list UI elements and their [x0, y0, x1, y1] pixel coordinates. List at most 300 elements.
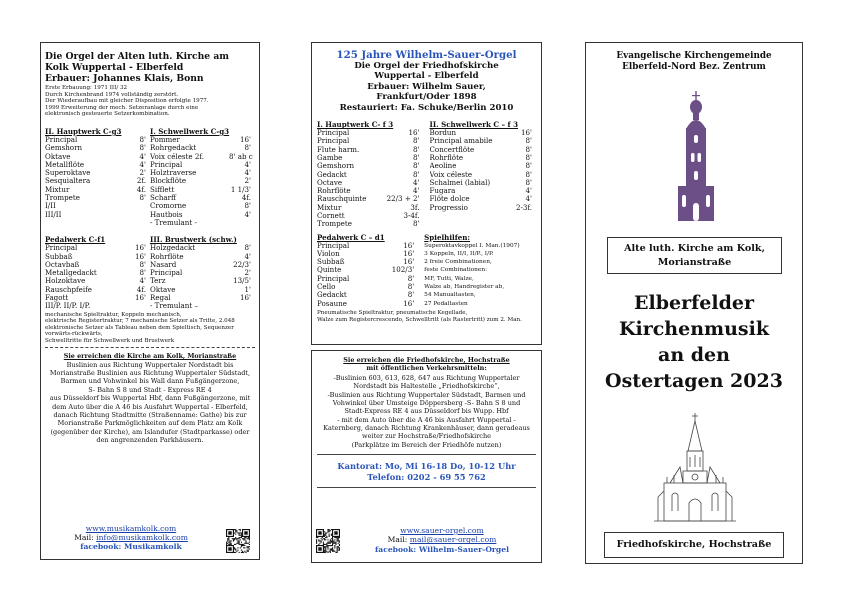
- stop-pitch: 8': [139, 193, 146, 203]
- parish-line: Evangelische Kirchengemeinde: [616, 51, 772, 61]
- stop-pitch: 8': [525, 177, 532, 187]
- stop-row: [317, 283, 418, 291]
- stop-name: Nasard: [150, 260, 177, 269]
- left-title-line: Kolk Wuppertal - Elberfeld: [45, 62, 184, 73]
- stop-row: [317, 212, 424, 220]
- parish-line: Elberfeld-Nord Bez. Zentrum: [622, 62, 766, 72]
- stop-name: Holzoktave: [45, 277, 86, 286]
- mail-label: Mail:: [74, 533, 94, 542]
- stop-pitch: 4': [244, 168, 251, 178]
- stop-row: [317, 171, 424, 179]
- stop-pitch: 3f.: [410, 202, 420, 212]
- middle-lower-panel: [311, 350, 542, 563]
- stop-name: Superoktave: [45, 169, 91, 178]
- spielhilfen-list: [424, 242, 536, 308]
- stop-name: Subbaß: [317, 258, 345, 267]
- stop-row: [45, 302, 150, 310]
- stop-row: [150, 194, 255, 202]
- stop-pitch: 3-4f.: [403, 211, 420, 220]
- middle-mail-link[interactable]: mail@sauer-orgel.com: [409, 535, 497, 545]
- stop-pitch: 8': [413, 161, 420, 171]
- stop-name: Principal: [317, 241, 350, 250]
- spielhilfen-column: [424, 233, 536, 308]
- telefon-number: Telefon: 0202 - 69 55 762: [367, 471, 486, 482]
- stop-row: [45, 202, 150, 210]
- stop-row: [150, 261, 255, 269]
- stop-name: Rauschquinte: [317, 195, 367, 204]
- tech-line: vorwärts-rückwärts,: [45, 331, 103, 338]
- history-line: Der Wiederaufbau mit gleicher Disposition erfolgte 1977.: [45, 98, 209, 105]
- stop-pitch: 22/3 + 2': [386, 194, 420, 204]
- heading-line: Sie erreichen die Friedhofskirche, Hochstraße: [343, 356, 510, 364]
- stop-name: Mixtur: [45, 185, 70, 194]
- stop-row: [430, 187, 537, 195]
- stop-pitch: 8' ab c: [229, 151, 253, 161]
- spielhilfe-item: Superoktavkoppel I. Man.(1907): [424, 242, 520, 249]
- left-title-line: Die Orgel der Alten luth. Kirche am: [45, 51, 229, 62]
- stop-row: [45, 177, 150, 185]
- stop-pitch: 16': [408, 128, 420, 138]
- stop-pitch: 1 1/3': [230, 184, 251, 194]
- church-line: Alte luth. Kirche am Kolk,: [624, 243, 765, 254]
- direction-line: Stadt-Express RE 4 aus Düsseldorf bis Wupp. Hbf: [344, 407, 509, 416]
- stop-row: [150, 202, 255, 210]
- cover-panel: [585, 42, 803, 564]
- stop-name: Oktave: [150, 285, 176, 294]
- stop-name: Octavbaß: [45, 260, 80, 269]
- stop-row: [45, 294, 150, 302]
- spielhilfe-item: MF, Tutti, Walze,: [424, 275, 474, 282]
- direction-line: S- Bahn S 8 und Stadt - Express RE 4: [88, 385, 212, 394]
- stop-name: Rohrgedackt: [150, 144, 197, 153]
- stop-name: Blockflöte: [150, 177, 187, 186]
- stop-pitch: 2': [244, 268, 251, 278]
- stop-name: Posaune: [317, 299, 347, 308]
- spielhilfe-item: 54 Manualtasten,: [424, 292, 476, 299]
- stop-pitch: 2f.: [136, 176, 146, 186]
- left-mail-link[interactable]: info@musikamkolk.com: [96, 533, 188, 542]
- spielhilfe-item: 3 Koppeln, II/I, II/P., I/P.: [424, 250, 494, 257]
- stop-pitch: 4': [413, 186, 420, 196]
- stop-pitch: 4': [139, 151, 146, 161]
- stop-name: Cromorne: [150, 202, 187, 211]
- spielhilfe-item: 2 freie Combinationen,: [424, 259, 492, 266]
- m-pedalwerk-stops: [317, 242, 418, 308]
- direction-line: Katernberg, danach Richtung Krankenhäuser, dann geradeaus: [323, 423, 530, 432]
- stop-name: Principal: [150, 160, 183, 169]
- left-title-line: Erbauer: Johannes Klais, Bonn: [45, 73, 204, 84]
- stop-pitch: [229, 219, 255, 227]
- anniversary-title: 125 Jahre Wilhelm-Sauer-Orgel: [336, 49, 517, 61]
- stop-row: [150, 161, 255, 169]
- stop-name: Subbaß: [45, 252, 73, 261]
- left-tech-notes: [45, 312, 255, 345]
- stop-pitch: 8': [413, 152, 420, 162]
- direction-line: dem Auto über die A 46 bis Ausfahrt Wuppertal - Elberfeld,: [52, 402, 248, 411]
- stop-row: [45, 186, 150, 194]
- main-title-line: Kirchenmusik: [618, 318, 770, 340]
- stop-name: Rohrflöte: [150, 252, 184, 261]
- stop-row: [317, 129, 424, 137]
- stop-pitch: 4': [525, 186, 532, 196]
- stop-name: Principal: [317, 137, 350, 146]
- stop-pitch: 16': [240, 293, 251, 303]
- stop-row: [45, 261, 150, 269]
- stop-row: [150, 244, 255, 252]
- stop-row: [150, 153, 255, 161]
- stop-row: [317, 300, 418, 308]
- direction-line: Barmen und Vohwinkel bis Wall dann Fußgängerzone,: [60, 377, 240, 386]
- stop-pitch: 8': [413, 169, 420, 179]
- stop-name: Rauschpfeife: [45, 285, 92, 294]
- office-hours: [317, 461, 536, 483]
- direction-line: den angrenzenden Parkhäusern.: [96, 436, 204, 445]
- schwellwerk-heading: I. Schwellwerk C-g3: [150, 126, 230, 136]
- stop-name: Principal: [45, 135, 78, 144]
- stop-row: [150, 169, 255, 177]
- stop-pitch: [124, 202, 150, 210]
- alte-kirche-box: [607, 237, 782, 274]
- stop-row: [430, 146, 537, 154]
- brustwerk-stops: [150, 244, 255, 310]
- stop-name: Sifflett: [150, 185, 175, 194]
- stop-pitch: 102/3': [391, 265, 415, 275]
- stop-name: Gedackt: [317, 170, 347, 179]
- direction-line: - mit dem Auto über die A 46 bis Ausfahrt Wuppertal -: [337, 415, 516, 424]
- stop-row: [150, 277, 255, 285]
- stop-pitch: 16': [135, 251, 146, 261]
- left-lower-manuals: [45, 235, 255, 310]
- stop-pitch: [124, 302, 150, 310]
- stop-name: Pommer: [150, 135, 180, 144]
- stop-pitch: 4f.: [136, 184, 146, 194]
- stop-name: Oktave: [45, 152, 71, 161]
- tech-line: Pneumatische Spieltraktur, pneumatische Kegellade,: [317, 309, 468, 316]
- stop-pitch: 16': [521, 128, 532, 138]
- stop-name: Voix céleste: [429, 170, 473, 179]
- stop-row: [150, 302, 255, 310]
- main-title-line: Ostertagen 2023: [605, 370, 783, 392]
- alte-kirche-icon: [674, 91, 718, 221]
- hauptwerk-heading: II. Hauptwerk C-g3: [45, 126, 122, 136]
- divider: [45, 347, 255, 348]
- middle-panel: [311, 42, 542, 345]
- stop-row: [45, 169, 150, 177]
- stop-pitch: 8': [525, 144, 532, 154]
- stop-pitch: 2-3f.: [515, 202, 532, 212]
- stop-pitch: 8': [413, 144, 420, 154]
- stop-row: [430, 137, 537, 145]
- stop-name: Schalmei (labial): [429, 178, 491, 187]
- stop-row: [317, 137, 424, 145]
- stop-pitch: 8': [244, 201, 251, 211]
- stop-row: [45, 161, 150, 169]
- stop-pitch: 16': [135, 243, 146, 253]
- direction-line: weiter zur Hochstraße/Friedhofskirche: [362, 432, 491, 441]
- parish-name: [586, 51, 802, 73]
- stop-row: [430, 162, 537, 170]
- middle-manuals: [317, 120, 536, 229]
- stop-row: [430, 179, 537, 187]
- stop-name: Hautbois: [150, 210, 183, 219]
- church-line: Morianstraße: [657, 257, 732, 268]
- hauptwerk-column: [45, 127, 150, 227]
- stop-row: [45, 269, 150, 277]
- stop-name: Rohrflöte: [429, 153, 464, 162]
- stop-pitch: 4': [139, 276, 146, 286]
- main-title-line: Elberfelder: [634, 292, 754, 314]
- stop-name: III/P. II/P. I/P.: [45, 302, 91, 311]
- stop-row: [150, 219, 255, 227]
- middle-title-line: Restauriert: Fa. Schuke/Berlin 2010: [339, 102, 514, 113]
- tech-line: Schwelltritte für Schwellwerk und Brustwerk: [45, 337, 175, 344]
- left-directions-heading: Sie erreichen die Kirche am Kolk, Morianstraße: [63, 351, 237, 360]
- friedhof-directions-heading: [317, 357, 536, 372]
- stop-name: III/II: [45, 210, 62, 219]
- stop-row: [430, 154, 537, 162]
- history-line: 1999 Erweiterung der mech. Setzeranlage durch eine: [45, 104, 199, 111]
- stop-name: Terz: [150, 277, 166, 286]
- stop-pitch: 4f.: [241, 193, 251, 203]
- stop-pitch: 4': [244, 251, 251, 261]
- stop-name: Fugara: [429, 187, 456, 196]
- stop-pitch: 8': [525, 136, 532, 146]
- history-line: Durch Kirchenbrand 1974 vollständig zerstört.: [45, 91, 179, 98]
- tech-line: mechanische Spieltraktur, Koppeln mechanisch,: [45, 311, 182, 318]
- middle-contact: [352, 526, 532, 554]
- left-contact: [41, 524, 221, 551]
- direction-line: Vohwinkel über Umsteige Döppersberg -S- Bahn S 8 und: [332, 399, 521, 408]
- stop-name: Metallgedackt: [45, 269, 97, 278]
- stop-name: Scharff: [150, 194, 177, 203]
- stop-pitch: 2': [139, 168, 146, 178]
- direction-line: danach Richtung Stadtmitte (Straßenname: Gathe) bis zur: [53, 411, 247, 420]
- middle-website-link[interactable]: www.sauer-orgel.com: [400, 526, 484, 535]
- stop-pitch: 4': [525, 194, 532, 204]
- direction-line: Nordstadt bis Haltestelle „Friedhofskirche“,: [353, 382, 500, 391]
- left-manuals: [45, 127, 255, 227]
- stop-name: Principal: [150, 269, 183, 278]
- stop-pitch: 8': [525, 169, 532, 179]
- stop-name: Principal: [45, 244, 78, 253]
- brustwerk-heading: III. Brustwerk (schw.): [150, 235, 237, 245]
- pedalwerk-stops: [45, 244, 150, 310]
- tech-line: elektronische Setzer als Tableau neben dem Spieltisch, Sequenzer: [45, 324, 234, 331]
- stop-name: Mixtur: [317, 203, 342, 212]
- stop-name: Flöte dolce: [429, 195, 470, 204]
- stop-pitch: 8': [407, 290, 415, 300]
- stop-pitch: 8': [139, 259, 146, 269]
- stop-row: [150, 294, 255, 302]
- direction-line: -Buslinien 603, 613, 628, 647 aus Richtung Wuppertaler: [333, 374, 520, 383]
- stop-pitch: 4': [413, 177, 420, 187]
- stop-pitch: 8': [244, 143, 251, 153]
- stop-name: Aeoline: [429, 162, 457, 171]
- stop-row: [45, 253, 150, 261]
- spielhilfe-item: 27 Pedaltasten: [424, 300, 468, 307]
- middle-title-line: Erbauer: Wilhelm Sauer,: [367, 81, 486, 92]
- stop-row: [45, 136, 150, 144]
- stop-name: Concertflöte: [429, 145, 475, 154]
- friedhof-directions: [317, 374, 536, 449]
- direction-line: -Buslinien aus Richtung Wuppertaler Südstadt, Barmen und: [327, 390, 526, 399]
- stop-pitch: 16': [403, 248, 415, 258]
- stop-pitch: [124, 211, 150, 219]
- stop-row: [430, 171, 537, 179]
- main-title: [586, 290, 802, 394]
- history-line: elektronisch gesteuerte Setzerkombination.: [45, 111, 170, 118]
- stop-row: [45, 144, 150, 152]
- stop-name: - Tremulant –: [150, 302, 198, 311]
- stop-row: [45, 194, 150, 202]
- stop-row: [150, 136, 255, 144]
- stop-pitch: 8': [407, 282, 415, 292]
- direction-line: Buslinien aus Richtung Wuppertaler Nordstadt bis: [66, 360, 234, 369]
- schwellwerk-stops: [150, 136, 255, 227]
- stop-name: Gemshorn: [317, 162, 355, 171]
- stop-pitch: 8': [139, 143, 146, 153]
- stop-pitch: 16': [135, 293, 146, 303]
- stop-name: Holzgedackt: [150, 244, 196, 253]
- stop-name: Sesquialtera: [45, 177, 91, 186]
- schwellwerk-column: [150, 127, 255, 227]
- stop-name: Flute harm.: [317, 145, 360, 154]
- stop-row: [317, 266, 418, 274]
- left-history: [45, 85, 255, 118]
- spielhilfen-heading: Spielhilfen:: [424, 232, 471, 242]
- middle-title-line: Die Orgel der Friedhofskirche: [354, 61, 499, 71]
- stop-pitch: 8': [139, 134, 146, 144]
- direction-line: aus Düsseldorf bis Wuppertal Hbf, dann Fußgängerzone, mit: [49, 394, 251, 403]
- stop-row: [150, 186, 255, 194]
- direction-line: Morianstraße Buslinien aus Richtung Wuppertaler Südstadt,: [49, 368, 251, 377]
- stop-pitch: 4': [139, 159, 146, 169]
- stop-name: Voix céleste 2f.: [150, 152, 204, 161]
- stop-name: Gemshorn: [45, 144, 83, 153]
- stop-name: Holztraverse: [150, 169, 197, 178]
- brustwerk-column: [150, 235, 255, 310]
- friedhofskirche-icon: [650, 411, 740, 523]
- m-pedalwerk-column: [317, 233, 424, 308]
- divider: [317, 454, 536, 455]
- stop-name: I/II: [45, 202, 56, 211]
- m-schwellwerk-heading: II. Schwellwerk C – f 3: [429, 120, 519, 130]
- stop-pitch: 8': [525, 152, 532, 162]
- stop-row: [317, 179, 424, 187]
- stop-pitch: 13/5': [233, 276, 251, 286]
- stop-row: [317, 220, 424, 228]
- stop-pitch: 8': [413, 136, 420, 146]
- stop-pitch: 1': [244, 284, 251, 294]
- middle-title-line: Frankfurt/Oder 1898: [376, 92, 477, 103]
- stop-name: Quinte: [317, 266, 342, 275]
- spielhilfe-item: feste Combinationen:: [424, 267, 488, 274]
- mail-label: Mail:: [387, 535, 408, 545]
- m-hauptwerk-column: [317, 120, 430, 229]
- stop-name: Violon: [317, 249, 340, 258]
- m-hauptwerk-stops: [317, 129, 424, 229]
- stop-row: [317, 146, 424, 154]
- qr-code-icon: [226, 529, 250, 553]
- stop-row: [317, 195, 424, 203]
- stop-row: [317, 162, 424, 170]
- tech-line: elektrische Registertraktur, 7 mechanische Setzer als Tritte, 2.048: [45, 318, 235, 325]
- stop-row: [45, 153, 150, 161]
- stop-pitch: 2': [244, 176, 251, 186]
- stop-pitch: 16': [403, 257, 415, 267]
- stop-name: Progressio: [429, 203, 468, 212]
- stop-row: [45, 277, 150, 285]
- left-facebook[interactable]: facebook: Musikamkolk: [80, 542, 182, 551]
- divider: [317, 487, 536, 488]
- left-website-link[interactable]: www.musikamkolk.com: [85, 524, 177, 533]
- left-title: [45, 51, 255, 84]
- direction-line: (Parkplätze im Bereich der Friedhöfe nutzen): [351, 440, 502, 449]
- stop-name: Gedackt: [317, 291, 347, 300]
- stop-name: Principal: [317, 274, 350, 283]
- stop-row: [430, 129, 537, 137]
- stop-pitch: 8': [244, 243, 251, 253]
- stop-pitch: 16': [240, 134, 251, 144]
- middle-facebook[interactable]: facebook: Wilhelm-Sauer-Orgel: [375, 544, 509, 554]
- stop-pitch: 4f.: [136, 284, 146, 294]
- stop-name: Gambe: [317, 153, 343, 162]
- stop-name: Fagott: [45, 294, 69, 303]
- stop-name: Regal: [150, 294, 171, 303]
- stop-name: Octave: [317, 178, 343, 187]
- middle-title: [317, 61, 536, 113]
- stop-pitch: 16': [403, 240, 415, 250]
- stop-name: Metallflöte: [45, 160, 85, 169]
- stop-pitch: 16': [403, 298, 415, 308]
- middle-tech-notes: [317, 310, 536, 323]
- stop-row: [430, 204, 537, 212]
- stop-row: [317, 154, 424, 162]
- kantorat-hours: Kantorat: Mo, Mi 16-18 Do, 10-12 Uhr: [337, 460, 516, 471]
- main-title-line: an den: [658, 344, 730, 366]
- middle-lower-manuals: [317, 233, 536, 308]
- pedalwerk-heading: Pedalwerk C-f1: [45, 235, 106, 245]
- stop-pitch: 8': [139, 268, 146, 278]
- m-pedalwerk-heading: Pedalwerk C – d1: [317, 232, 385, 242]
- heading-line: mit öffentlichen Verkehrsmitteln:: [366, 363, 487, 372]
- stop-name: Cello: [317, 283, 336, 292]
- tech-line: Walze zum Registercrescendo, Schwelltritt (als Rastertritt) zum 2. Man.: [317, 316, 522, 323]
- stop-row: [317, 275, 418, 283]
- m-hauptwerk-heading: I. Hauptwerk C- f 3: [317, 120, 394, 130]
- stop-name: Trompete: [317, 220, 352, 229]
- stop-name: Cornett: [317, 212, 345, 220]
- hauptwerk-stops: [45, 136, 150, 219]
- stop-row: [45, 211, 150, 219]
- qr-code-icon: [316, 529, 340, 553]
- left-panel: [40, 42, 260, 560]
- friedhofskirche-box: Friedhofskirche, Hochstraße: [604, 532, 784, 558]
- left-directions: [45, 361, 255, 445]
- stop-name: Principal: [317, 129, 350, 138]
- m-schwellwerk-column: [430, 120, 537, 229]
- stop-name: Bordun: [429, 129, 457, 138]
- m-schwellwerk-stops: [430, 129, 537, 212]
- stop-pitch: 22/3': [233, 259, 251, 269]
- stop-name: Trompete: [45, 194, 80, 203]
- stop-row: [150, 211, 255, 219]
- direction-line: (gegenüber der Kirche), am Islandufer (Stadtparkasse) oder: [50, 427, 250, 436]
- spielhilfe-item: Walze ab, Handregister ab,: [424, 284, 505, 291]
- stop-pitch: 8': [525, 161, 532, 171]
- stop-pitch: 4': [244, 159, 251, 169]
- stop-pitch: 8': [407, 273, 415, 283]
